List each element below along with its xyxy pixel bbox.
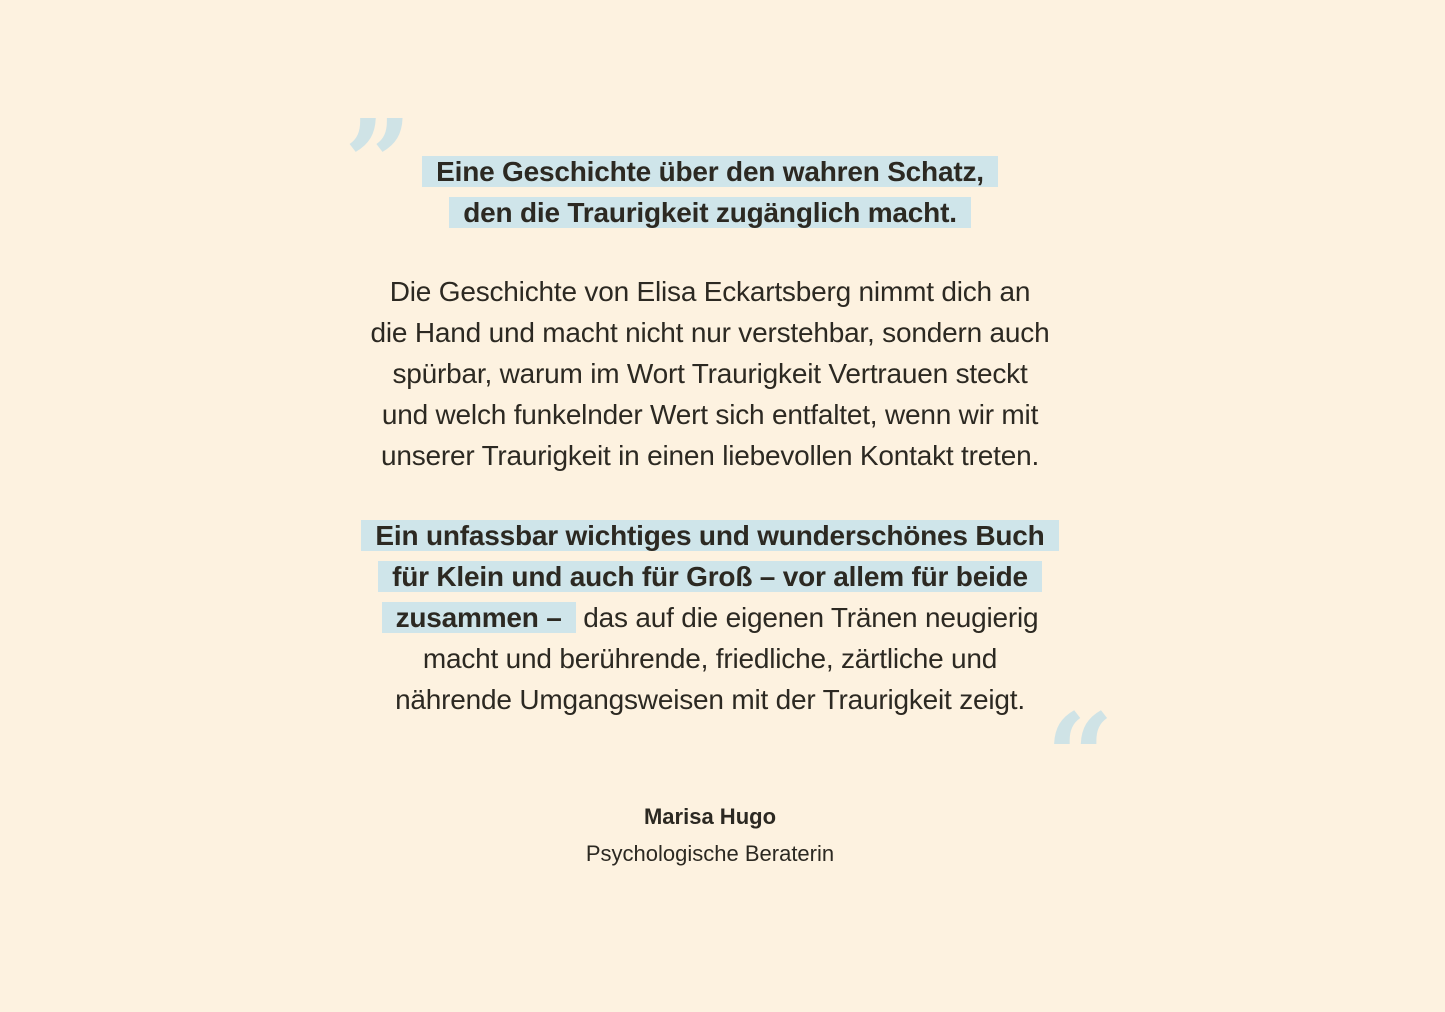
author-role: Psychologische Beraterin — [585, 841, 835, 866]
body-line-2: die Hand und macht nicht nur verstehbar, sondern auch — [370, 317, 1050, 348]
body-line-3: spürbar, warum im Wort Traurigkeit Vertrauen steckt — [392, 358, 1028, 389]
closing-quote-icon: “ — [1046, 687, 1114, 826]
quote-body — [330, 271, 1090, 476]
opening-quote-icon: ” — [344, 93, 412, 232]
highlight-line-1: Ein unfassbar wichtiges und wunderschönes Buch — [361, 520, 1058, 551]
body-line-4: und welch funkelnder Wert sich entfaltet, wenn wir mit — [381, 399, 1039, 430]
highlight-line-2: für Klein und auch für Groß – vor allem für beide — [378, 561, 1042, 592]
author-name: Marisa Hugo — [643, 804, 777, 829]
para2-line-4: macht und berührende, friedliche, zärtliche und — [422, 643, 998, 674]
highlight-line-3: zusammen – — [382, 602, 576, 633]
body-line-5: unserer Traurigkeit in einen liebevollen Kontakt treten. — [380, 440, 1040, 471]
body-line-1: Die Geschichte von Elisa Eckartsberg nimmt dich an — [389, 276, 1031, 307]
continuation-text: das auf die eigenen Tränen neugierig — [575, 602, 1039, 633]
para2-line-5: nährende Umgangsweisen mit der Traurigkeit zeigt. — [395, 684, 1025, 715]
headline-line-1: Eine Geschichte über den wahren Schatz, — [422, 156, 998, 187]
quote-headline — [330, 151, 1090, 233]
quote-second-paragraph — [330, 515, 1090, 720]
headline-line-2: den die Traurigkeit zugänglich macht. — [449, 197, 971, 228]
